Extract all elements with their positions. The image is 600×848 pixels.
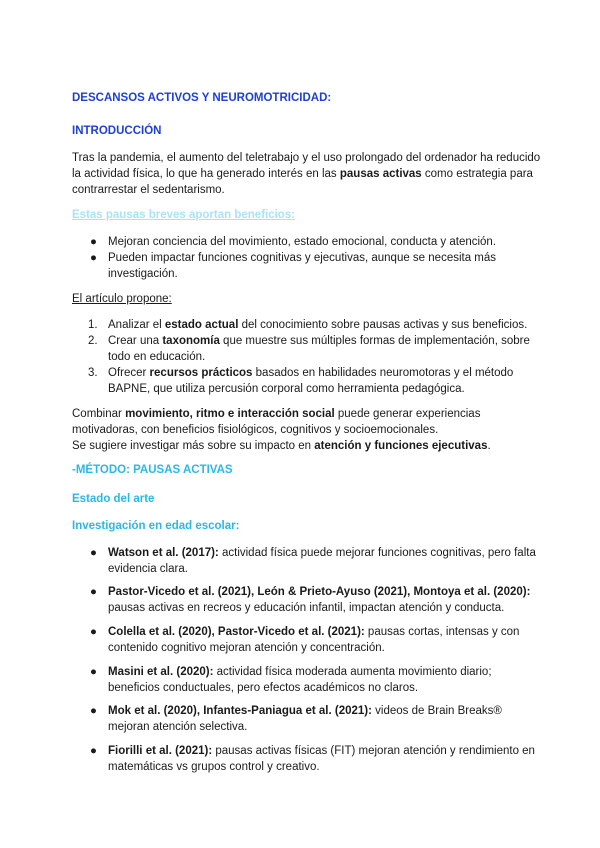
document-title: DESCANSOS ACTIVOS Y NEUROMOTRICIDAD: (72, 92, 332, 104)
bullet-icon: ● (90, 745, 97, 757)
list-number: 1. (88, 319, 98, 331)
study-item: Mok et al. (2020), Infantes-Paniagua et al. (2021): videos de Brain Breaks® (108, 705, 502, 717)
benefit-item-continued: investigación. (108, 268, 178, 280)
combine-paragraph-line1: Combinar movimiento, ritmo e interacción social puede generar experiencias (72, 408, 481, 420)
intro-paragraph-line1: Tras la pandemia, el aumento del teletrabajo y el uso prolongado del ordenador ha reducido (72, 152, 541, 164)
study-item-continued: mejoran atención selectiva. (108, 721, 248, 733)
bullet-icon: ● (90, 705, 97, 717)
study-item-continued: pausas activas en recreos y educación infantil, impactan atención y conducta. (108, 602, 505, 614)
proposal-item-continued: BAPNE, que utiliza percusión corporal como herramienta pedagógica. (108, 383, 465, 395)
bullet-icon: ● (90, 626, 97, 638)
proposal-item-continued: todo en educación. (108, 351, 206, 363)
benefit-item: Mejoran conciencia del movimiento, estado emocional, conducta y atención. (108, 236, 497, 248)
suggest-paragraph: Se sugiere investigar más sobre su impacto en atención y funciones ejecutivas. (72, 440, 491, 452)
school-research-heading: Investigación en edad escolar: (72, 520, 240, 532)
benefits-heading: Estas pausas breves aportan beneficios: (72, 209, 296, 221)
intro-paragraph-line3: contrarrestar el sedentarismo. (72, 184, 225, 196)
study-item: Masini et al. (2020): actividad física moderada aumenta movimiento diario; (108, 666, 492, 678)
list-number: 3. (88, 367, 98, 379)
state-of-art-heading: Estado del arte (72, 493, 155, 505)
bullet-icon: ● (90, 547, 97, 559)
proposal-item: Crear una taxonomía que muestre sus múltiples formas de implementación, sobre (108, 335, 530, 347)
benefit-item: Pueden impactar funciones cognitivas y ejecutivas, aunque se necesita más (108, 252, 497, 264)
combine-paragraph-line2: motivadoras, con beneficios fisiológicos, cognitivos y socioemocionales. (72, 424, 439, 436)
proposes-label: El artículo propone: (72, 293, 172, 305)
intro-paragraph-line2: la actividad física, lo que ha generado interés en las pausas activas como estrategia para (72, 168, 533, 180)
bullet-icon: ● (90, 252, 97, 264)
bullet-icon: ● (90, 236, 97, 248)
bullet-icon: ● (90, 586, 97, 598)
intro-heading: INTRODUCCIÓN (72, 125, 162, 137)
study-item: Watson et al. (2017): actividad física puede mejorar funciones cognitivas, pero falta (108, 547, 536, 559)
study-item-continued: matemáticas vs grupos control y creativo. (108, 761, 320, 773)
study-item: Fiorilli et al. (2021): pausas activas físicas (FIT) mejoran atención y rendimiento en (108, 745, 535, 757)
proposal-item: Analizar el estado actual del conocimiento sobre pausas activas y sus beneficios. (108, 319, 528, 331)
bullet-icon: ● (90, 666, 97, 678)
proposal-item: Ofrecer recursos prácticos basados en habilidades neuromotoras y el método (108, 367, 514, 379)
study-item: Colella et al. (2020), Pastor-Vicedo et al. (2021): pausas cortas, intensas y con (108, 626, 520, 638)
study-item: Pastor-Vicedo et al. (2021), León & Prieto-Ayuso (2021), Montoya et al. (2020): (108, 586, 531, 598)
study-item-continued: evidencia clara. (108, 563, 188, 575)
study-item-continued: contenido cognitivo mejoran atención y concentración. (108, 642, 385, 654)
study-item-continued: beneficios conductuales, pero efectos académicos no claros. (108, 682, 419, 694)
method-heading: -MÉTODO: PAUSAS ACTIVAS (72, 464, 233, 476)
list-number: 2. (88, 335, 98, 347)
